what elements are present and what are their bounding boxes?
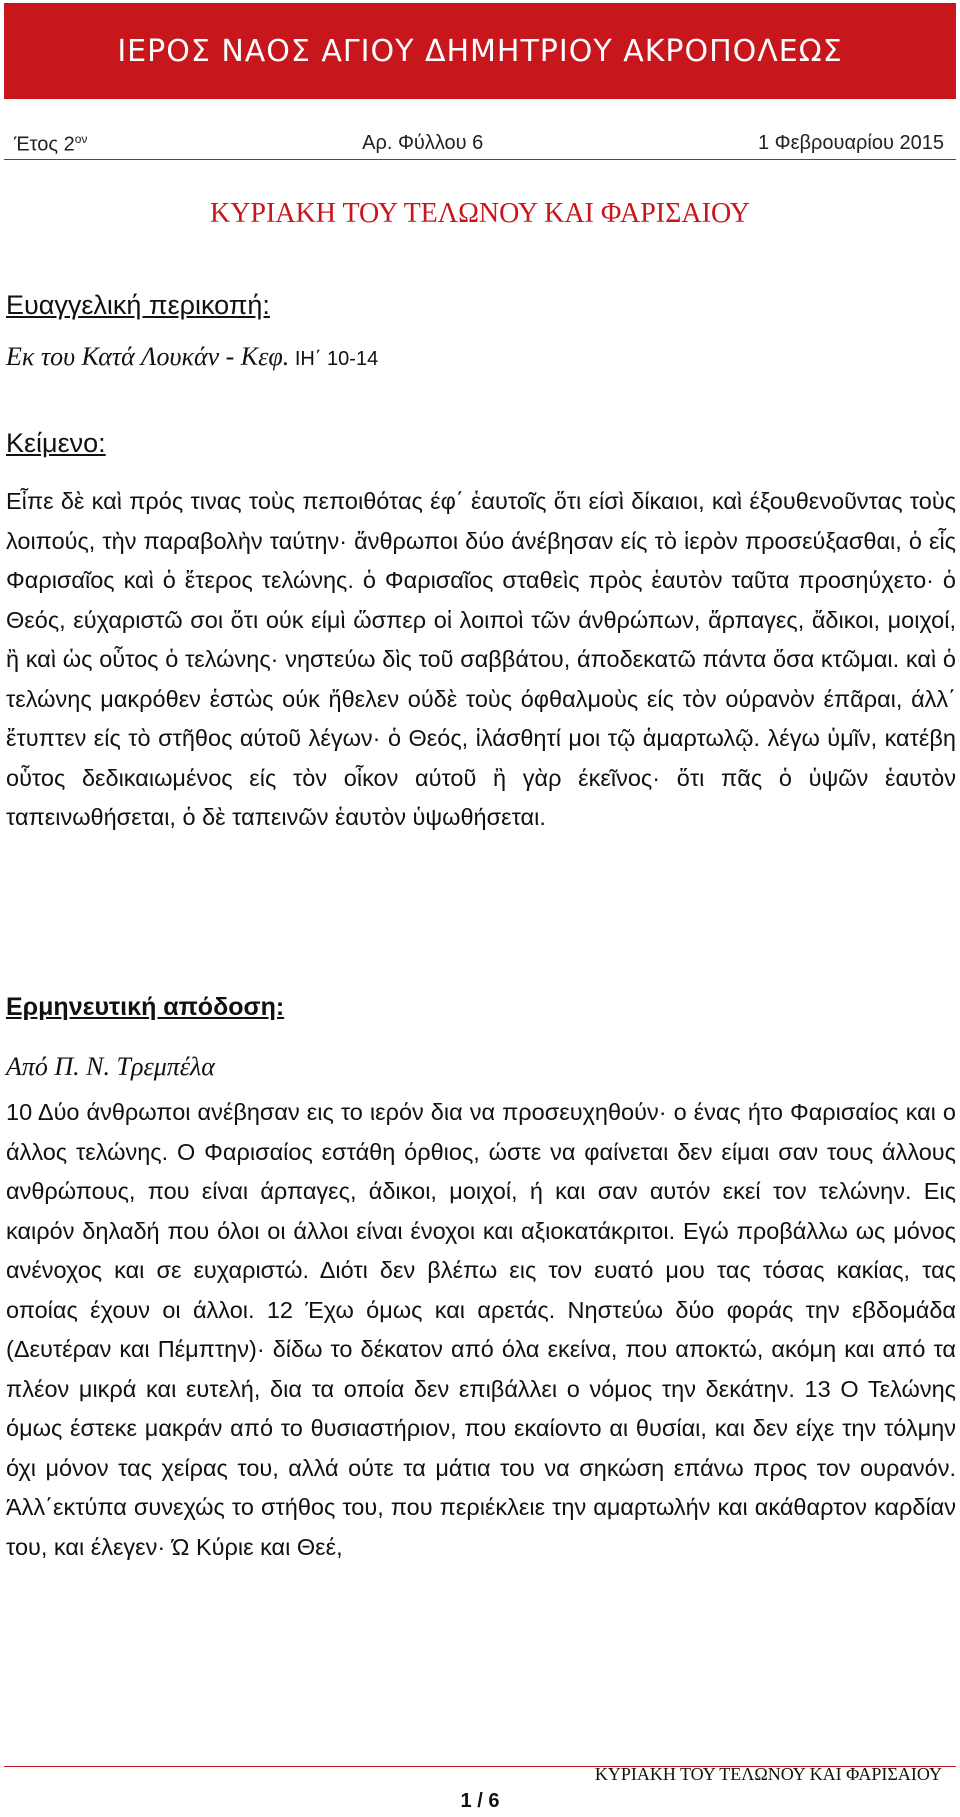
page-number: 1 / 6: [460, 1790, 500, 1812]
gospel-heading: Ευαγγελική περικοπή:: [6, 290, 270, 320]
gospel-chapter-ref: ΙΗ΄ 10-14: [289, 348, 379, 370]
issue-number: Αρ. Φύλλου 6: [362, 132, 484, 154]
year-suffix: ον: [74, 132, 88, 146]
footer-title: ΚΥΡΙΑΚΗ ΤΟΥ ΤΕΛΩΝΟΥ ΚΑΙ ΦΑΡΙΣΑΙΟΥ: [594, 1764, 942, 1784]
gospel-source: Εκ του Κατά Λουκάν - Κεφ. ΙΗ΄ 10-14: [6, 342, 379, 371]
scripture-text: Εἶπε δὲ καὶ πρός τινας τοὺς πεποιθότας έφ΄ ἑαυτοῖς ὅτι είσὶ δίκαιοι, καὶ έξουθενοῦντας τοὺς λοιπούς, τὴν παραβολὴν ταύτην· ἄνθρωποι δύο άνέβησαν είς τὸ ἱερὸν προσεύξασθαι, ὁ εἷς Φαρισαῖος καὶ ὁ ἕτερος τελώνης. ὁ Φαρισαῖος σταθεὶς πρὸς ἑαυτὸν ταῦτα προσηύχετο· ὁ Θεός, εύχαριστῶ σοι ὅτι ούκ είμὶ ὥσπερ οἱ λοιποὶ τῶν άνθρώπων, ἅρπαγες, ἄδικοι, μοιχοί, ἢ καὶ ὡς οὗτος ὁ τελώνης· νηστεύω δὶς τοῦ σαββάτου, άποδεκατῶ πάντα ὅσα κτῶμαι. καὶ ὁ τελώνης μακρόθεν ἑστὼς ούκ ἤθελεν ούδὲ τοὺς όφθαλμοὺς είς τὸν ούρανὸν έπᾶραι, άλλ΄ ἔτυπτεν είς τὸ στῆθος αύτοῦ λέγων· ὁ Θεός, ἱλάσθητί μοι τῷ ἁμαρτωλῷ. λέγω ὑμῖν, κατέβη οὗτος δεδικαιωμένος είς τὸν οἶκον αύτοῦ ἢ γὰρ έκεῖνος· ὅτι πᾶς ὁ ὑψῶν ἑαυτὸν ταπεινωθήσεται, ὁ δὲ ταπεινῶν ἑαυτὸν ὑψωθήσεται.: [6, 488, 956, 830]
interpretation-heading: Ερμηνευτική απόδοση:: [6, 993, 285, 1021]
interpretation-author: Από Π. Ν. Τρεμπέλα: [6, 1052, 215, 1081]
page-title: ΚΥΡΙΑΚΗ ΤΟΥ ΤΕΛΩΝΟΥ ΚΑΙ ΦΑΡΙΣΑΙΟΥ: [209, 198, 751, 229]
issue-date: 1 Φεβρουαρίου 2015: [757, 132, 944, 154]
header-divider: [4, 159, 956, 160]
header-banner: [4, 3, 956, 99]
text-heading: Κείμενο:: [6, 428, 106, 458]
issue-info-row: [14, 132, 944, 157]
year-label: Έτος $2^{o\nu}$: [14, 132, 88, 156]
church-name: ΙΕΡΟΣ ΝΑΟΣ ΑΓΙΟΥ ΔΗΜΗΤΡΙΟΥ ΑΚΡΟΠΟΛΕΩΣ: [117, 33, 843, 69]
interpretation-text: 10 Δύο άνθρωποι ανέβησαν εις το ιερόν δια να προσευχηθούν· ο ένας ήτο Φαρισαίος και ο άλλος τελώνης. Ο Φαρισαίος εστάθη όρθιος, ώστε να φαίνεται δεν είμαι σαν τους άλλους ανθρώπους, που είναι άρπαγες, άδικοι, μοιχοί, ή και σαν αυτόν εκεί τον τελώνην. Εις καιρόν δηλαδή που όλοι οι άλλοι είναι ένοχοι και αξιοκατάκριτοι. Εγώ προβάλλω ως μόνος ανένοχος και σε ευχαριστώ. Διότι δεν βλέπω εις τον ευατό μου τας τόσας κακίας, τας οποίας έχουν οι άλλοι. 12 Έχω όμως και αρετάς. Νηστεύω δύο φοράς την εβδομάδα (Δευτέραν και Πέμπτην)· δίδω το δέκατον από όλα εκείνα, που αποκτώ, ακόμη και από τα πλέον μικρά και ευτελή, δια τα οποία δεν επιβάλλει ο νόμος την δεκάτην. 13 Ο Τελώνης όμως έστεκε μακράν από το θυσιαστήριον, που εκαίοντο αι θυσίαι, και δεν είχε την τόλμην όχι μόνον τας χείρας του, αλλά ούτε τα μάτια του να σηκώση επάνω προς τον ουρανόν. Άλλ΄εκτύπα συνεχώς το στήθος του, που περιέκλειε την αμαρτωλήν και ακάθαρτον καρδίαν του, και έλεγεν· Ώ Κύριε και Θεέ,: [6, 1099, 956, 1560]
